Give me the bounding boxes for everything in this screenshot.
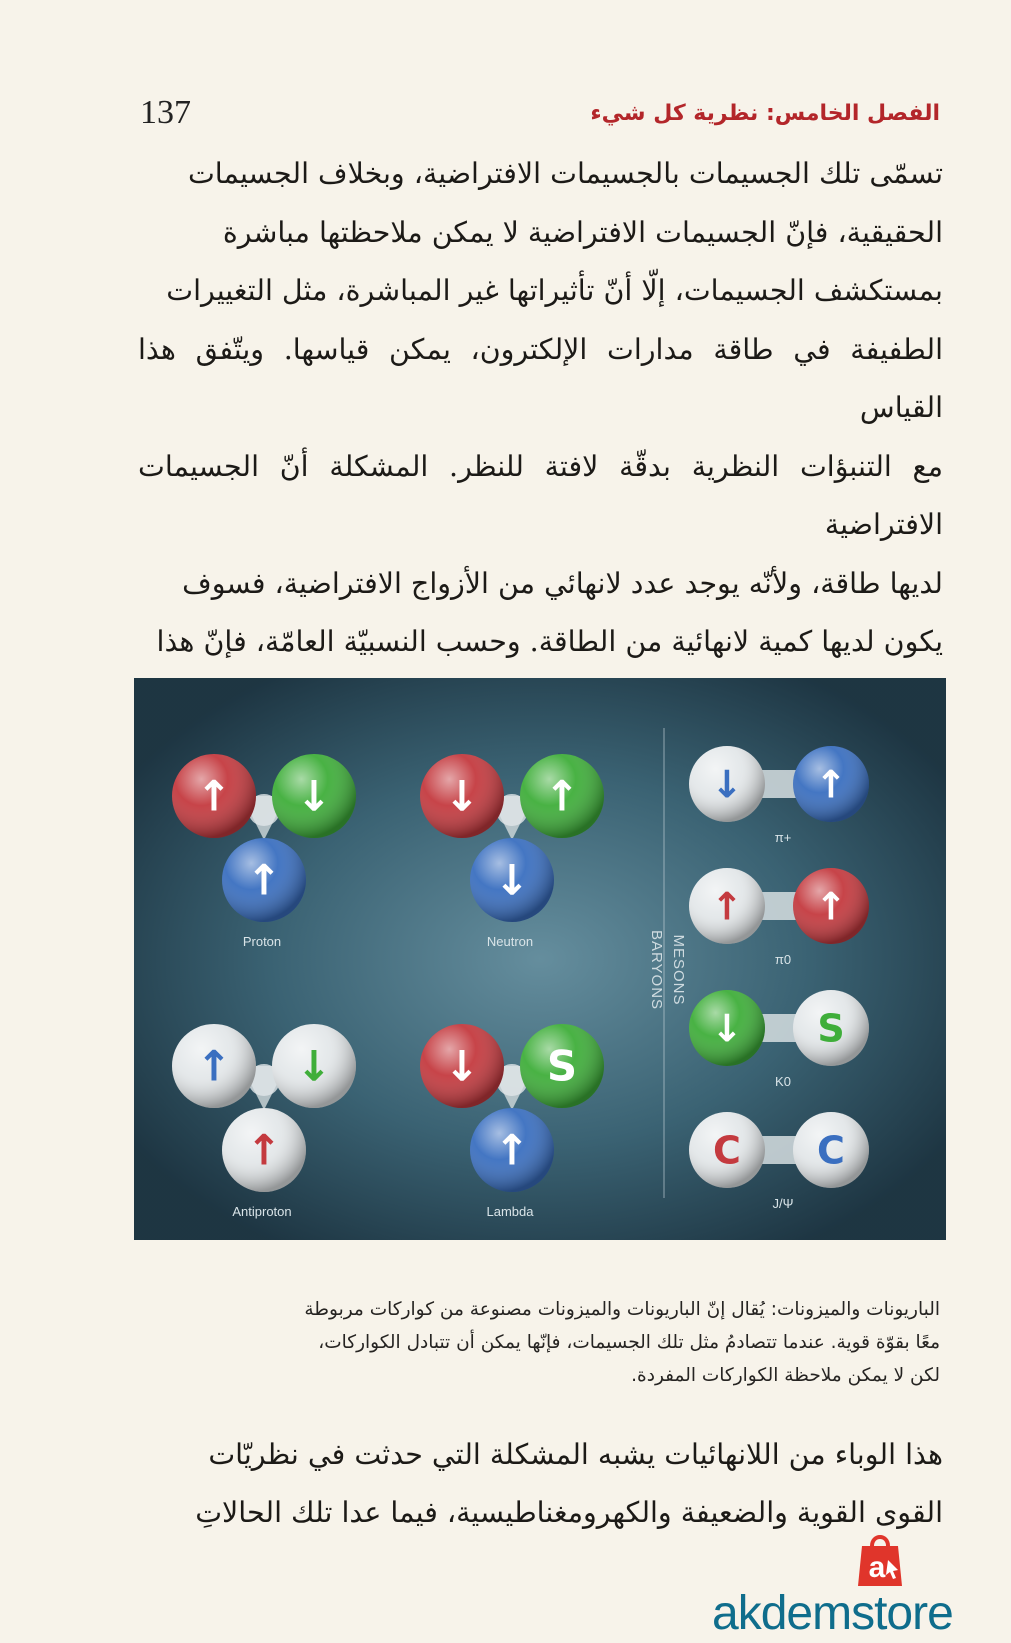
particle-name: Antiproton xyxy=(232,1204,292,1219)
quark-label: ↓ xyxy=(494,855,530,905)
particle-name: Proton xyxy=(242,934,282,949)
quark-sphere xyxy=(793,868,869,944)
body-line: الطفيفة في طاقة مدارات الإلكترون، يمكن قياسها. ويتّفق هذا القياس xyxy=(138,332,943,424)
quark-sphere xyxy=(222,838,306,922)
quark-sphere xyxy=(272,754,356,838)
quark-label: ↑ xyxy=(246,1125,282,1175)
page-number: 137 xyxy=(140,94,191,131)
quark-label: ↓ xyxy=(711,1006,743,1051)
quark-sphere xyxy=(793,1112,869,1188)
body-line: الحقيقية، فإنّ الجسيمات الافتراضية لا يمكن ملاحظتها مباشرة xyxy=(222,215,943,249)
quark-sphere xyxy=(793,990,869,1066)
quark-sphere xyxy=(689,746,765,822)
baryons-label: BARYONS xyxy=(648,929,665,1011)
particle-name: π0 xyxy=(774,952,792,967)
quark-label: C xyxy=(713,1128,741,1173)
watermark-text: akdemstore xyxy=(712,1587,953,1640)
quark-sphere xyxy=(272,1024,356,1108)
quark-sphere xyxy=(420,1024,504,1108)
quark-sphere xyxy=(172,1024,256,1108)
body-line: يكون لديها كمية لانهائية من الطاقة. وحسب النسبيّة العامّة، فإنّ هذا xyxy=(156,625,943,658)
quark-sphere xyxy=(470,1108,554,1192)
quark-label: ↑ xyxy=(544,771,580,821)
mesons-label: MESONS xyxy=(670,934,687,1006)
quark-sphere xyxy=(689,868,765,944)
body-line: تسمّى تلك الجسيمات بالجسيمات الافتراضية، وبخلاف الجسيمات xyxy=(187,157,943,190)
body-line: القوى القوية والضعيفة والكهرومغناطيسية، فيما عدا تلك الحالاتِ xyxy=(195,1496,943,1529)
quark-label: C xyxy=(817,1128,845,1173)
quark-sphere xyxy=(520,754,604,838)
quark-label: ↓ xyxy=(711,762,743,807)
particle-name: K0 xyxy=(775,1074,791,1089)
quark-label: ↑ xyxy=(494,1125,530,1175)
baryons-mesons-figure xyxy=(134,678,946,1240)
quark-label: ↓ xyxy=(296,771,332,821)
quark-label: ↑ xyxy=(815,762,847,807)
quark-label: ↑ xyxy=(196,771,232,821)
quark-sphere xyxy=(420,754,504,838)
body-line: هذا الوباء من اللانهائيات يشبه المشكلة التي حدثت في نظريّات xyxy=(208,1438,943,1471)
quark-sphere xyxy=(172,754,256,838)
quark-label: ↓ xyxy=(444,771,480,821)
quark-label: ↑ xyxy=(711,884,743,929)
quark-sphere xyxy=(793,746,869,822)
body-line: لديها طاقة، ولأنّه يوجد عدد لانهائي من الأزواج الافتراضية، فسوف xyxy=(182,566,943,600)
figure-caption xyxy=(150,1293,940,1392)
particle-name: π+ xyxy=(774,830,792,845)
running-head: الفصل الخامس: نظرية كل شيء xyxy=(590,100,940,126)
quark-label: ↑ xyxy=(196,1041,232,1091)
store-watermark xyxy=(712,1530,1007,1640)
particle-name: Lambda xyxy=(486,1204,534,1219)
quark-label: ↑ xyxy=(246,855,282,905)
quark-sphere xyxy=(222,1108,306,1192)
quark-sphere xyxy=(689,990,765,1066)
quark-sphere xyxy=(470,838,554,922)
body-line: مع التنبؤات النظرية بدقّة لافتة للنظر. المشكلة أنّ الجسيمات الافتراضية xyxy=(138,449,943,541)
quark-label: ↑ xyxy=(815,884,847,929)
shopping-bag-icon xyxy=(850,1530,910,1588)
quark-label: S xyxy=(546,1041,578,1091)
caption-line: الباريونات والميزونات: يُقال إنّ الباريونات والميزونات مصنوعة من كواركات مربوطة xyxy=(304,1299,940,1320)
caption-line: معًا بقوّة قوية. عندما تتصادمُ مثل تلك الجسيمات، فإنّها يمكن أن تتبادل الكواركات، xyxy=(318,1332,940,1353)
quark-label: S xyxy=(817,1006,845,1051)
quark-label: ↓ xyxy=(296,1041,332,1091)
quark-sphere xyxy=(520,1024,604,1108)
particle-name: J/Ψ xyxy=(772,1196,794,1211)
quark-sphere xyxy=(689,1112,765,1188)
quark-label: ↓ xyxy=(444,1041,480,1091)
logo-letter: a xyxy=(868,1551,886,1584)
particle-name: Neutron xyxy=(486,934,534,949)
caption-line: لكن لا يمكن ملاحظة الكواركات المفردة. xyxy=(631,1365,940,1386)
page-header xyxy=(140,88,940,138)
continuation-paragraph xyxy=(138,1426,943,1542)
body-line: بمستكشف الجسيمات، إلّا أنّ تأثيراتها غير المباشرة، مثل التغييرات xyxy=(166,274,943,307)
